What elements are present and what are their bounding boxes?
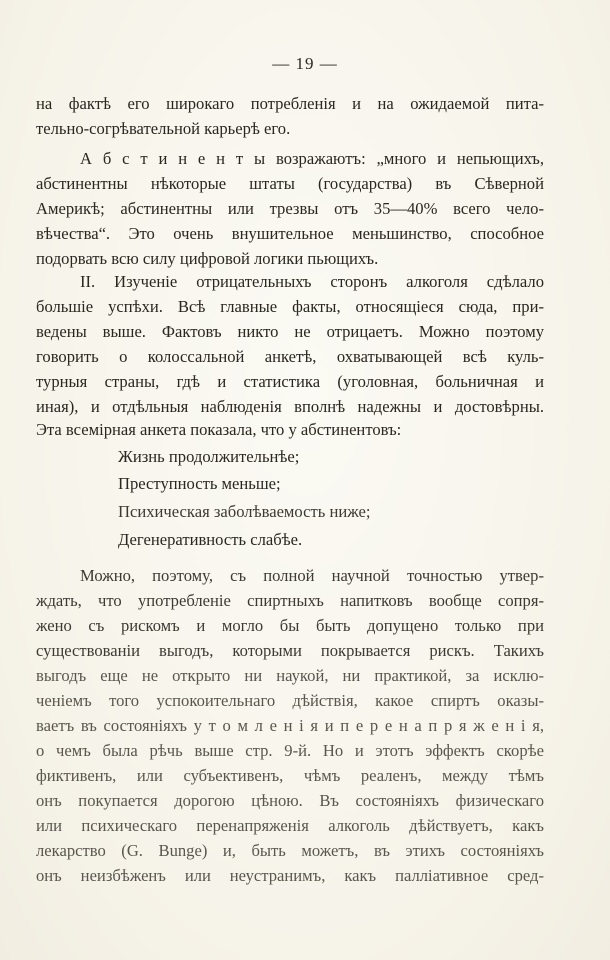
text-line: тельно-согрѣвательной карьерѣ его.	[36, 119, 291, 138]
list-item: Жизнь продолжительнѣе;	[118, 447, 300, 466]
text-line: II. Изученіе отрицательныхъ сторонъ алкоголя сдѣлало	[80, 272, 544, 291]
text-line: выгодъ еще не открыто ни наукой, ни практикой, за исклю-	[36, 666, 544, 685]
text-line: говорить о колоссальной анкетѣ, охватывающей всѣ куль-	[36, 347, 544, 366]
text-line: А б с т и н е н т ы возражаютъ: „много и непьющихъ,	[80, 149, 544, 168]
text-line: большіе успѣхи. Всѣ главные факты, относящіеся сюда, при-	[36, 297, 544, 316]
text-line: ченіемъ того успокоительнаго дѣйствія, какое спиртъ оказы-	[36, 691, 544, 710]
text-line: Эта всемірная анкета показала, что у абстинентовъ:	[36, 420, 402, 439]
text-line: ждать, что употребленіе спиртныхъ напитковъ вообще сопря-	[36, 591, 544, 610]
text-line: на фактѣ его широкаго потребленія и на ожидаемой пита-	[36, 94, 544, 113]
text-line: онъ покупается дорогою цѣною. Въ состояніяхъ физическаго	[36, 791, 544, 810]
text-line: фиктивенъ, или субъективенъ, чѣмъ реаленъ, между тѣмъ	[36, 766, 544, 785]
text-line: лекарство (G. Bunge) и, быть можетъ, въ этихъ состояніяхъ	[36, 841, 544, 860]
text-line: жено съ рискомъ и могло бы быть допущено только при	[36, 616, 544, 635]
text-line: или психическаго перенапряженія алкоголь дѣйствуетъ, какъ	[36, 816, 544, 835]
text-line: онъ неизбѣженъ или неустранимъ, какъ палліативное сред-	[36, 866, 544, 885]
text-line: существованіи выгодъ, которыми покрывается рискъ. Такихъ	[36, 641, 544, 660]
text-line: о чемъ была рѣчь выше стр. 9-й. Но и этотъ эффектъ скорѣе	[36, 741, 544, 760]
text-line: Америкѣ; абстинентны или трезвы отъ 35—40% всего чело-	[36, 199, 544, 218]
page-number: — 19 —	[272, 54, 338, 73]
list-item: Дегенеративность слабѣе.	[118, 530, 303, 549]
text-line: турныя страны, гдѣ и статистика (уголовная, больничная и	[36, 372, 544, 391]
text-line: Можно, поэтому, съ полной научной точностью утвер-	[80, 566, 544, 585]
text-line: ведены выше. Фактовъ никто не отрицаетъ. Можно поэтому	[36, 322, 544, 341]
text-line: ваетъ въ состояніяхъ у т о м л е н і я и п е р е н а п р я ж е н і я,	[36, 716, 544, 735]
text-line: абстинентны нѣкоторые штаты (государства) въ Сѣверной	[36, 174, 544, 193]
list-item: Психическая заболѣваемость ниже;	[118, 502, 371, 521]
text-line: вѣчества“. Это очень внушительное меньшинство, способное	[36, 224, 544, 243]
list-item: Преступность меньше;	[118, 474, 281, 493]
text-line: иная), и отдѣльныя наблюденія вполнѣ надежны и достовѣрны.	[36, 397, 544, 416]
text-line: подорвать всю силу цифровой логики пьющихъ.	[36, 249, 379, 268]
